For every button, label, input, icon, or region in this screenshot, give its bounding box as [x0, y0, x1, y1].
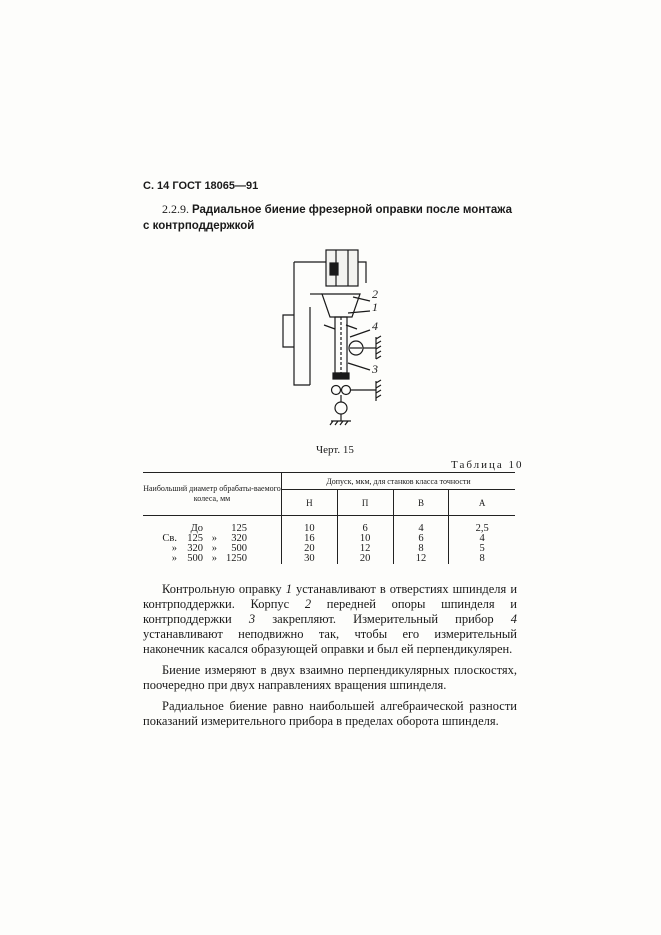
table-cell: 30 [282, 554, 338, 564]
table-cell: 4 [479, 533, 485, 544]
table-cell: 20 [337, 554, 393, 564]
section-heading [143, 202, 515, 234]
table-row [143, 516, 515, 535]
table-cell: 6 [337, 516, 393, 535]
figure-label-2: 2 [372, 287, 378, 301]
table-cell: 12 [337, 544, 393, 554]
table-row-label: Св. 125 » 320 [143, 534, 282, 544]
section-title: Радиальное биение фрезерной оправки после монтажа с контрподдержкой [143, 204, 512, 232]
table-cell: 8 [479, 553, 485, 564]
paragraph-measurement: Биение измеряют в двух взаимно перпендикулярных плоскостях, поочередно при двух направлениях вращения шпинделя. [143, 663, 517, 692]
table-row-label: » 500 » 1250 [143, 554, 282, 564]
table-cell: 20 [282, 544, 338, 554]
table-group-header: Допуск, мкм, для станков класса точности [282, 473, 516, 490]
table-cell: 12 [393, 554, 449, 564]
table-cell: 5 [479, 543, 485, 554]
table-row-header: Наибольший диаметр обрабаты-ваемого колеса, мм [143, 473, 282, 516]
table-row [143, 554, 515, 564]
table-col-header: А [449, 490, 515, 516]
table-cell: 6 [393, 534, 449, 544]
paragraph-result: Радиальное биение равно наибольшей алгебраической разности показаний измерительного прибора в пределах оборота шпинделя. [143, 699, 517, 728]
figure-label-1: 1 [372, 300, 378, 314]
body-text [143, 582, 517, 735]
table-cell: 4 [393, 516, 449, 535]
section-number: 2.2.9. [162, 202, 189, 216]
table-row-label: До 125 [143, 516, 282, 535]
table-cell: 10 [337, 534, 393, 544]
table-cell: 2,5 [475, 523, 489, 534]
figure-caption: Черт. 15 [316, 444, 354, 456]
figure-15-diagram [280, 245, 390, 430]
table-row-label: » 320 » 500 [143, 544, 282, 554]
table-cell: 8 [393, 544, 449, 554]
table-col-header: В [393, 490, 449, 516]
paragraph-setup: Контрольную оправку 1 устанавливают в отверстиях шпинделя и контрподдержки. Корпус 2 передней опоры шпинделя и контрподдержки 3 закрепляют. Измерительный прибор 4 устанавливают неподвижно так, чтобы его измерительный наконечник касался образующей оправки и был ей перпендикулярен. [143, 582, 518, 656]
table-cell: 10 [282, 516, 338, 535]
page-header: С. 14 ГОСТ 18065—91 [143, 180, 259, 192]
table-col-header: Н [282, 490, 338, 516]
table-label: Таблица 10 [451, 459, 524, 471]
figure-label-3: 3 [372, 362, 378, 376]
tolerance-table [143, 472, 515, 564]
table-col-header: П [337, 490, 393, 516]
table-cell: 16 [282, 534, 338, 544]
figure-label-4: 4 [372, 319, 378, 333]
